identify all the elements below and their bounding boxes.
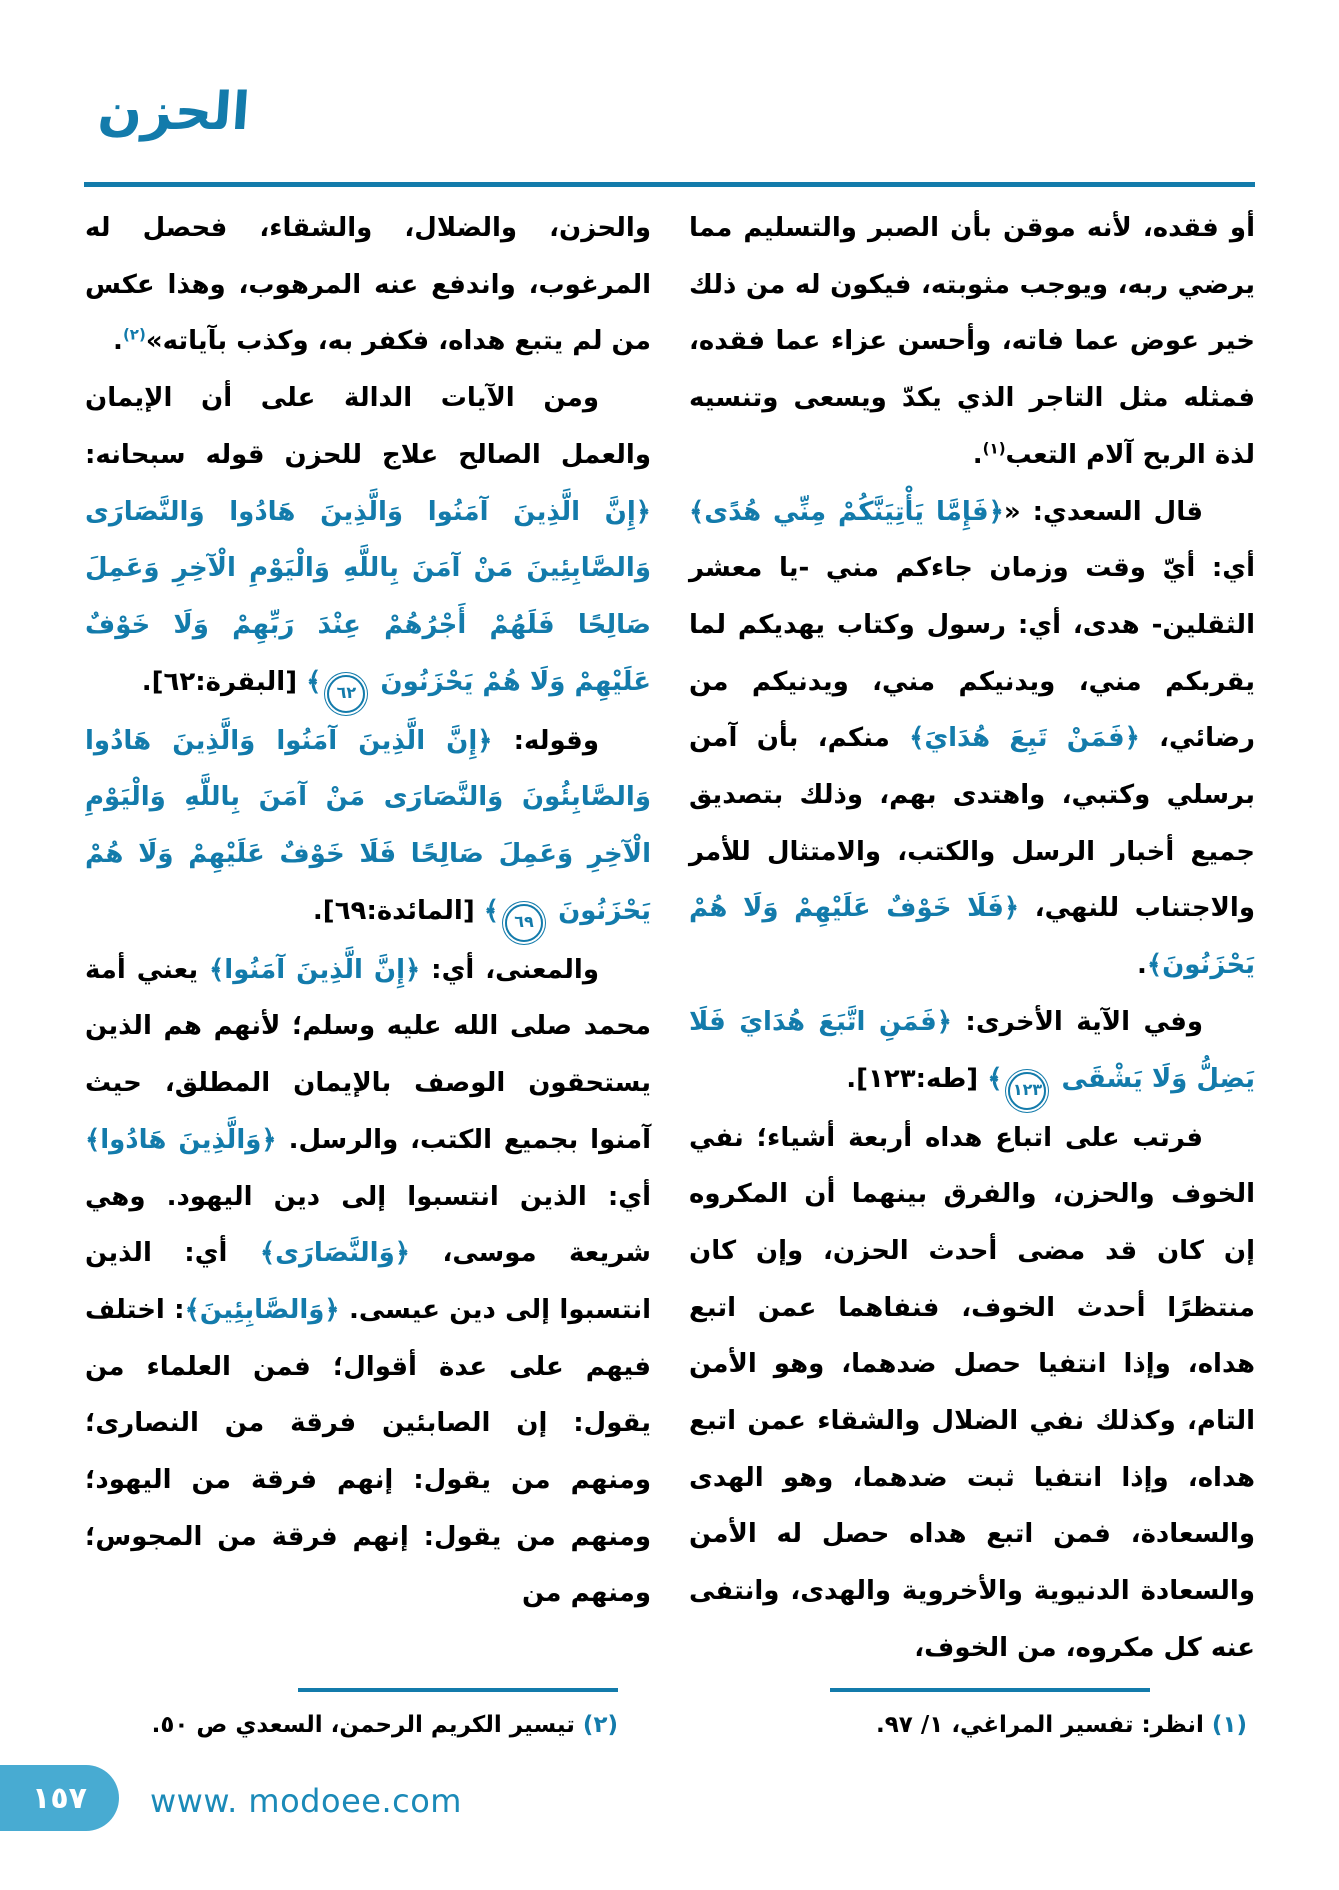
- quran-verse-segment: ﴿فَمَنْ تَبِعَ هُدَايَ﴾: [909, 723, 1140, 754]
- ayah-number: ٦٢: [327, 675, 365, 713]
- paragraph: [689, 1110, 1255, 1677]
- quran-verse-segment: ﴿فَمَنِ اتَّبَعَ هُدَايَ فَلَا يَضِلُّ وَلَا يَشْقَى: [689, 1006, 1255, 1094]
- footnote-ref-marker: (١): [982, 439, 1006, 458]
- text-segment: يعني أمة محمد صلى الله عليه وسلم؛ لأنهم هم الذين يستحقون الوصف بالإيمان المطلق، حيث آمنوا بجميع الكتب، والرسل.: [85, 954, 651, 1155]
- quran-verse-segment: ﴿وَالَّذِينَ هَادُوا﴾: [85, 1124, 277, 1155]
- footnote-line: [689, 1708, 1255, 1743]
- page-title: الحزن: [95, 82, 252, 142]
- quran-verse-segment: ﴾: [306, 666, 322, 697]
- quran-verse-segment: ﴾: [987, 1063, 1003, 1094]
- paragraph: [689, 484, 1255, 994]
- website-url: www. modoee.com: [150, 1782, 462, 1820]
- text-segment: قال السعدي: «: [1003, 496, 1203, 527]
- text-segment: فرتب على اتباع هداه أربعة أشياء؛ نفي الخوف والحزن، والفرق بينهما أن المكروه إن كان قد مضى أحدث الحزن، وإن كان منتظرًا أحدث الخوف، فنفاهما عمن اتبع هداه، وإذا انتفيا حصل ضدهما، وهو الأمن التام، وكذلك نفي الضلال والشقاء عمن اتبع هداه، وإذا انتفيا ثبت ضدهما، وهو الهدى والسعادة، فمن اتبع هداه حصل له الأمن والسعادة الدنيوية والأخروية والهدى، وانتفى عنه كل مكروه، من الخوف،: [689, 1122, 1255, 1663]
- text-segment: [البقرة:٦٢].: [141, 666, 307, 697]
- ayah-number: ١٢٣: [1008, 1072, 1046, 1110]
- page-number-badge: [0, 1765, 119, 1831]
- quran-verse-segment: ﴿فَلَا خَوْفٌ عَلَيْهِمْ وَلَا هُمْ يَحْزَنُونَ﴾: [689, 893, 1255, 981]
- text-segment: وفي الآية الأخرى:: [952, 1006, 1204, 1037]
- paragraph: [85, 200, 651, 370]
- footnote-block-right: [689, 1688, 1255, 1743]
- text-segment: والمعنى، أي:: [420, 954, 599, 985]
- text-segment: ومن الآيات الدالة على أن الإيمان والعمل الصالح علاج للحزن قوله سبحانه:: [85, 383, 651, 470]
- ayah-number: ٦٩: [505, 904, 543, 942]
- text-segment: .: [972, 439, 983, 470]
- text-segment: أي: الذين انتسبوا إلى دين اليهود. وهي شريعة موسى،: [85, 1181, 651, 1269]
- text-segment: [المائدة:٦٩].: [312, 895, 484, 926]
- paragraph: [689, 200, 1255, 484]
- text-segment: وقوله:: [492, 725, 599, 756]
- footnote-block-left: [85, 1688, 651, 1743]
- footnote-ref-marker: (٢): [122, 325, 146, 344]
- footnote-text: تيسير الكريم الرحمن، السعدي ص ٥٠.: [151, 1712, 575, 1738]
- quran-verse-segment: ﴿إِنَّ الَّذِينَ آمَنُوا وَالَّذِينَ هَادُوا وَالنَّصَارَى وَالصَّابِئِينَ مَنْ آمَنَ بِاللَّهِ وَالْيَوْمِ الْآخِرِ وَعَمِلَ صَالِحًا فَلَهُمْ أَجْرُهُمْ عِنْدَ رَبِّهِمْ وَلَا خَوْفٌ عَلَيْهِمْ وَلَا هُمْ يَحْزَنُونَ: [85, 496, 651, 697]
- footnote-separator: [298, 1688, 618, 1692]
- text-segment: أو فقده، لأنه موقن بأن الصبر والتسليم مما يرضي ربه، ويوجب مثوبته، فيكون له من ذلك خير عوض عما فاته، وأحسن عزاء عما فقده، فمثله مثل التاجر الذي يكدّ ويسعى وتنسيه لذة الربح آلام التعب: [689, 213, 1255, 470]
- footnote-separator: [830, 1688, 1150, 1692]
- text-segment: منكم، بأن آمن برسلي وكتبي، واهتدى بهم، وذلك بتصديق جميع أخبار الرسل والكتب، والامتثال للأمر والاجتناب للنهي،: [689, 723, 1255, 924]
- footnote-text: انظر: تفسير المراغي، ١/ ٩٧.: [876, 1712, 1204, 1738]
- text-segment: أي: الذين انتسبوا إلى دين عيسى.: [85, 1238, 651, 1325]
- quran-verse-segment: ﴿وَالصَّابِئِينَ﴾: [184, 1294, 340, 1325]
- quran-verse-segment: ﴿وَالنَّصَارَى﴾: [259, 1238, 410, 1269]
- quran-verse-segment: ﴿إِنَّ الَّذِينَ آمَنُوا﴾: [209, 954, 421, 985]
- footnote-marker: (٢): [582, 1712, 618, 1738]
- text-segment: [طه:١٢٣].: [846, 1063, 988, 1094]
- header-rule: [84, 182, 1255, 187]
- page-number: ١٥٧: [32, 1780, 87, 1816]
- paragraph: [689, 994, 1255, 1110]
- column-right: [689, 200, 1255, 1677]
- text-segment: .: [1136, 950, 1147, 981]
- text-segment: والحزن، والضلال، والشقاء، فحصل له المرغوب، واندفع عنه المرهوب، وهذا عكس من لم يتبع هداه، فكفر به، وكذب بآياته»: [85, 213, 651, 357]
- text-segment: أي: أيّ وقت وزمان جاءكم مني -يا معشر الثقلين- هدى، أي: رسول وكتاب يهديكم لما يقربكم مني، ويدنيكم مني، ويدنيكم من رضائي،: [689, 553, 1255, 754]
- text-segment: : اختلف فيهم على عدة أقوال؛ فمن العلماء من يقول: إن الصابئين فرقة من النصارى؛ ومنهم من يقول: إنهم فرقة من اليهود؛ ومنهم من يقول: إنهم فرقة من المجوس؛ ومنهم من: [85, 1294, 651, 1609]
- footnote-line: [85, 1708, 651, 1743]
- quran-verse-segment: ﴿إِنَّ الَّذِينَ آمَنُوا وَالَّذِينَ هَادُوا وَالصَّابِئُونَ وَالنَّصَارَى مَنْ آمَنَ بِاللَّهِ وَالْيَوْمِ الْآخِرِ وَعَمِلَ صَالِحًا فَلَا خَوْفٌ عَلَيْهِمْ وَلَا هُمْ يَحْزَنُونَ: [85, 725, 651, 926]
- text-segment: .: [113, 326, 123, 357]
- paragraph: [85, 942, 651, 1622]
- column-left: [85, 200, 651, 1622]
- footnote-marker: (١): [1211, 1712, 1247, 1738]
- paragraph: [85, 713, 651, 942]
- quran-verse-segment: ﴾: [483, 895, 500, 926]
- quran-verse-segment: ﴿فَإِمَّا يَأْتِيَنَّكُمْ مِنِّي هُدًى﴾: [689, 496, 1004, 527]
- paragraph: [85, 370, 651, 713]
